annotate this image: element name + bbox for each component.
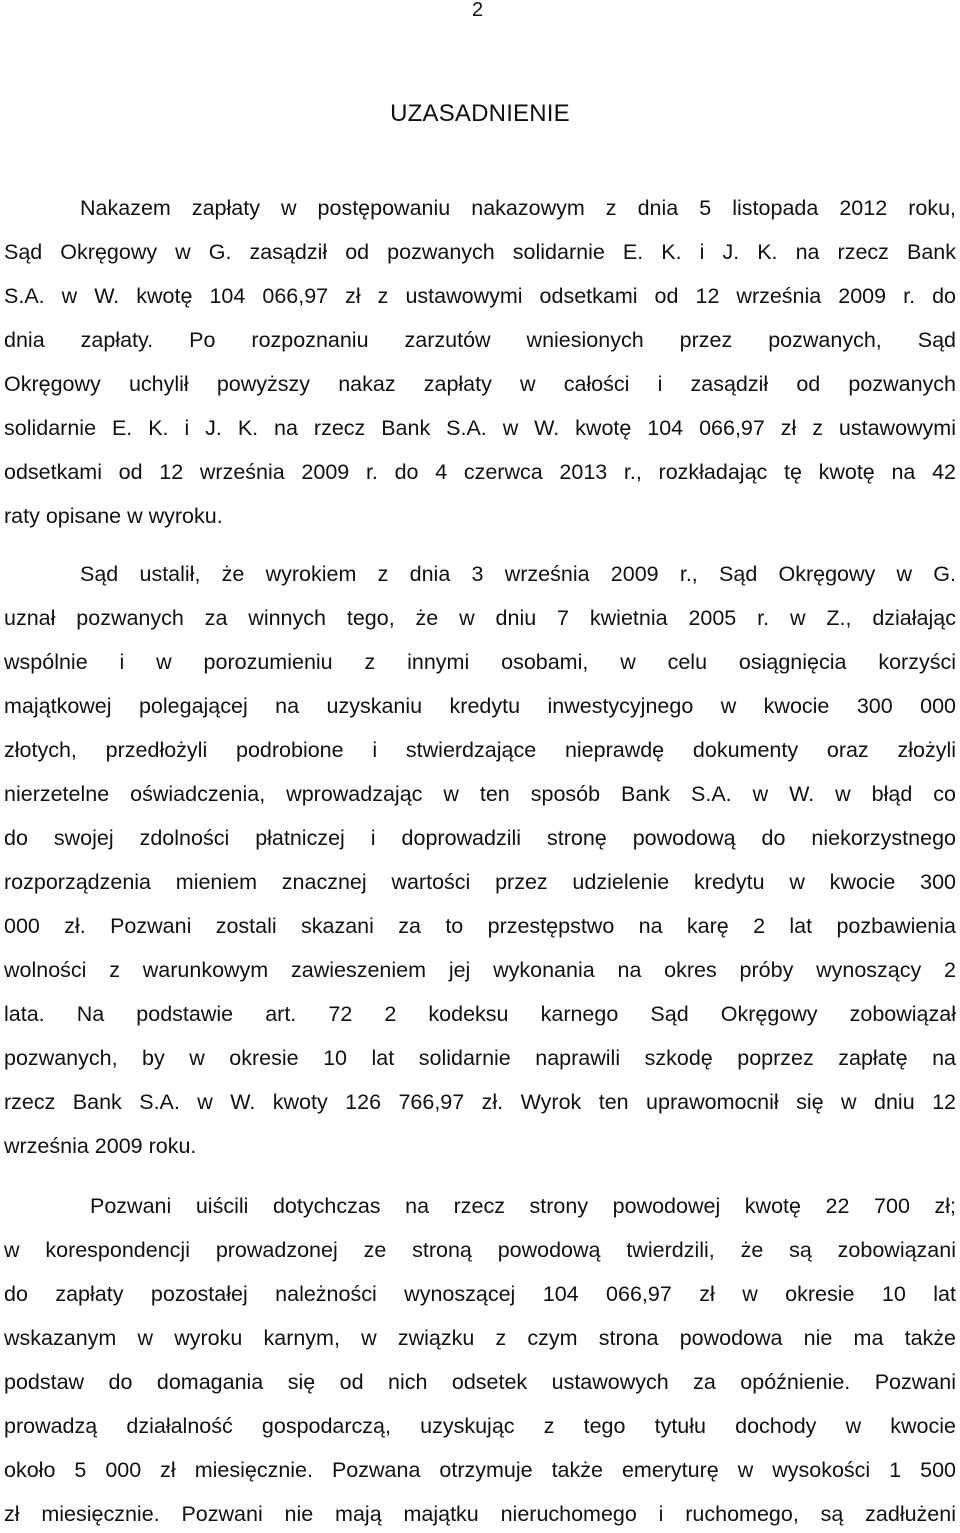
text-line: zł miesięcznie. Pozwani nie mają majątku nieruchomego i ruchomego, są zadłużeni [4,1502,956,1526]
text-line: rozporządzenia mieniem znacznej wartości przez udzielenie kredytu w kwocie 300 [4,870,956,894]
text-line: około 5 000 zł miesięcznie. Pozwana otrzymuje także emeryturę w wysokości 1 500 [4,1458,956,1482]
text-line: Nakazem zapłaty w postępowaniu nakazowym z dnia 5 listopada 2012 roku, [80,196,956,220]
text-line: pozwanych, by w okresie 10 lat solidarnie naprawili szkodę poprzez zapłatę na [4,1046,956,1070]
text-line: w korespondencji prowadzonej ze stroną powodową twierdzili, że są zobowiązani [4,1238,956,1262]
text-line: złotych, przedłożyli podrobione i stwierdzające nieprawdę dokumenty oraz złożyli [4,738,956,762]
text-line: wspólnie i w porozumieniu z innymi osobami, w celu osiągnięcia korzyści [4,650,956,674]
document-heading: UZASADNIENIE [390,100,570,127]
text-line: Sąd ustalił, że wyrokiem z dnia 3 września 2009 r., Sąd Okręgowy w G. [80,562,956,586]
text-line: Pozwani uiścili dotychczas na rzecz strony powodowej kwotę 22 700 zł; [90,1194,956,1218]
text-line: Sąd Okręgowy w G. zasądził od pozwanych solidarnie E. K. i J. K. na rzecz Bank [4,240,956,264]
text-line: S.A. w W. kwotę 104 066,97 zł z ustawowymi odsetkami od 12 września 2009 r. do [4,284,956,308]
page-number: 2 [472,0,484,21]
text-line: prowadzą działalność gospodarczą, uzyskując z tego tytułu dochody w kwocie [4,1414,956,1438]
text-line: lata. Na podstawie art. 72 2 kodeksu karnego Sąd Okręgowy zobowiązał [4,1002,956,1026]
text-line: odsetkami od 12 września 2009 r. do 4 czerwca 2013 r., rozkładając tę kwotę na 42 [4,460,956,484]
text-line: rzecz Bank S.A. w W. kwoty 126 766,97 zł. Wyrok ten uprawomocnił się w dniu 12 [4,1090,956,1114]
text-line: do swojej zdolności płatniczej i doprowadzili stronę powodową do niekorzystnego [4,826,956,850]
text-line: wskazanym w wyroku karnym, w związku z czym strona powodowa nie ma także [4,1326,956,1350]
text-line: raty opisane w wyroku. [4,504,223,528]
text-line: września 2009 roku. [4,1134,197,1158]
text-line: nierzetelne oświadczenia, wprowadzając w ten sposób Bank S.A. w W. w błąd co [4,782,956,806]
text-line: wolności z warunkowym zawieszeniem jej wykonania na okres próby wynoszący 2 [4,958,956,982]
text-line: 000 zł. Pozwani zostali skazani za to przestępstwo na karę 2 lat pozbawienia [4,914,956,938]
text-line: Okręgowy uchylił powyższy nakaz zapłaty w całości i zasądził od pozwanych [4,372,956,396]
text-line: uznał pozwanych za winnych tego, że w dniu 7 kwietnia 2005 r. w Z., działając [4,606,956,630]
text-line: dnia zapłaty. Po rozpoznaniu zarzutów wniesionych przez pozwanych, Sąd [4,328,956,352]
text-line: podstaw do domagania się od nich odsetek ustawowych za opóźnienie. Pozwani [4,1370,956,1394]
text-line: majątkowej polegającej na uzyskaniu kredytu inwestycyjnego w kwocie 300 000 [4,694,956,718]
text-line: solidarnie E. K. i J. K. na rzecz Bank S.A. w W. kwotę 104 066,97 zł z ustawowymi [4,416,956,440]
text-line: do zapłaty pozostałej należności wynoszącej 104 066,97 zł w okresie 10 lat [4,1282,956,1306]
